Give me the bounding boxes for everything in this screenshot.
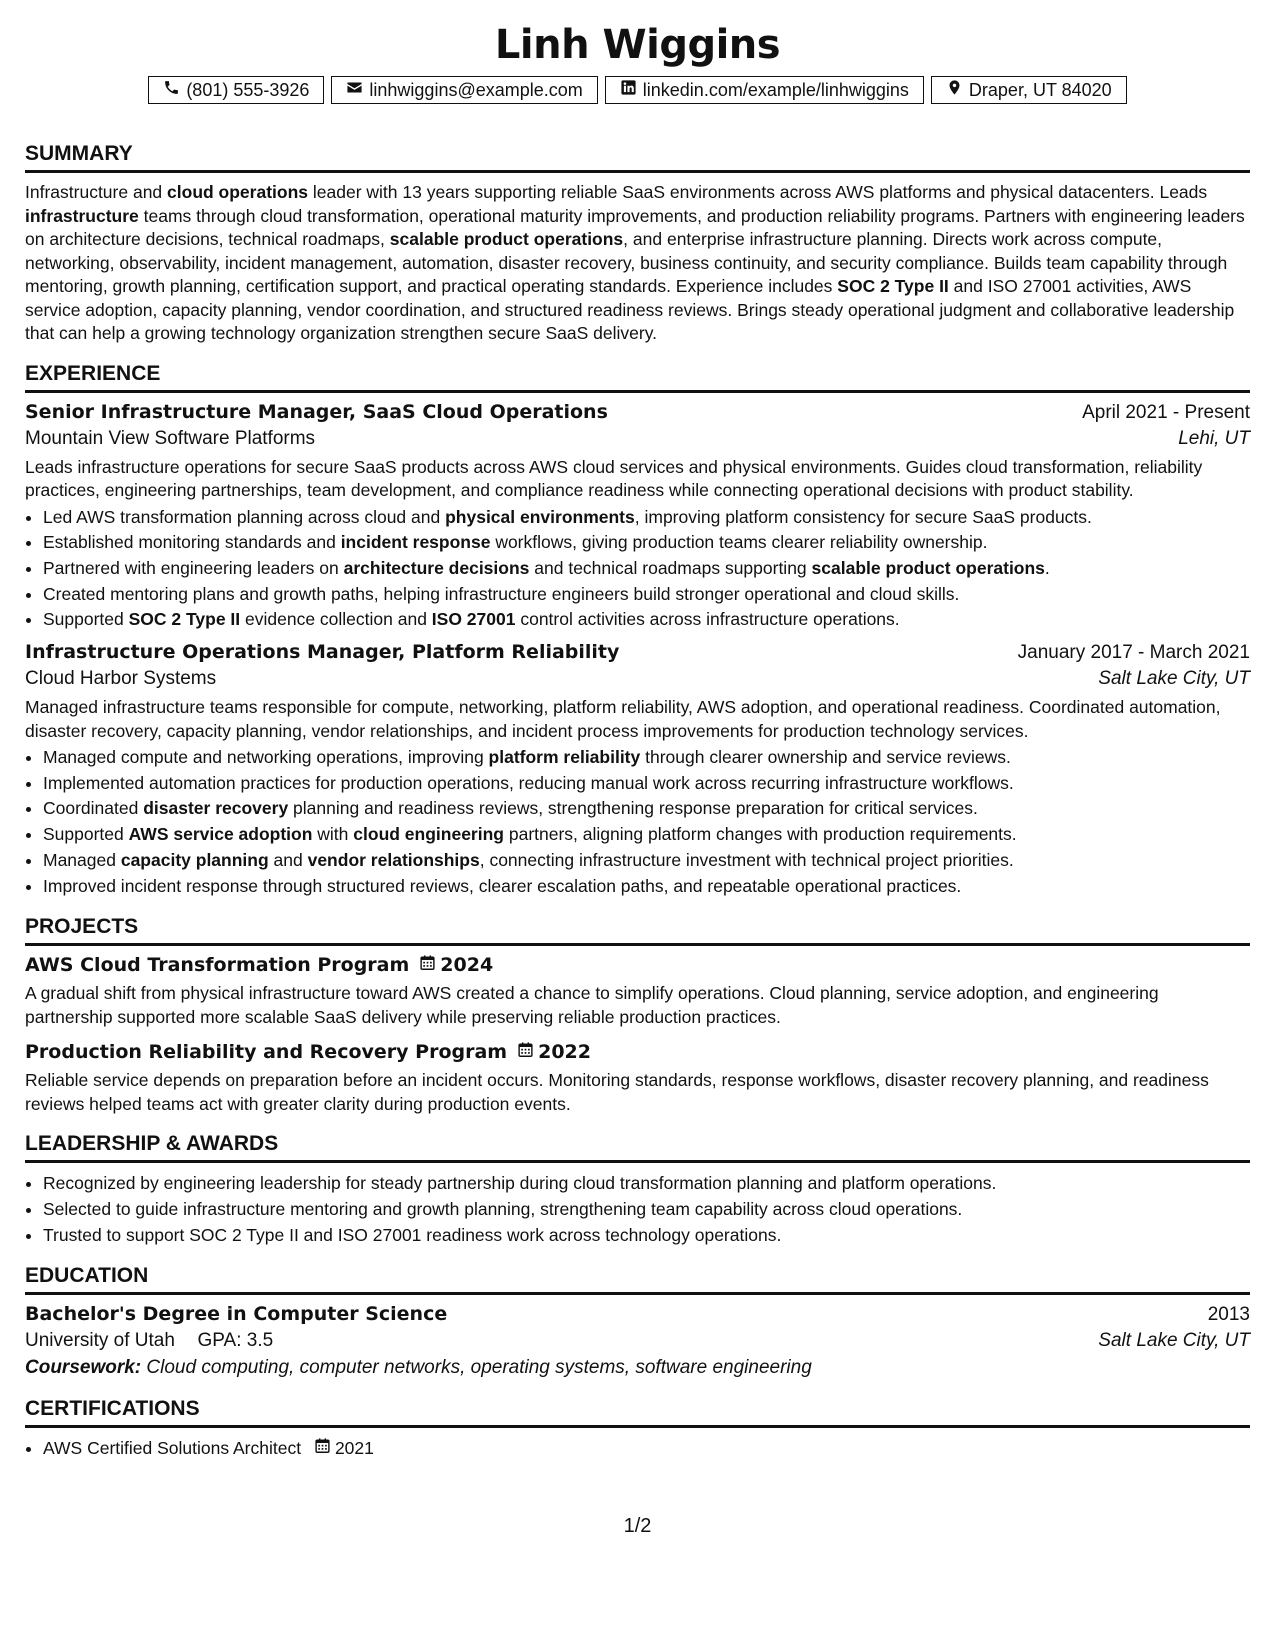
job-description: Managed infrastructure teams responsible for compute, networking, platform reliability, AWS adoption, and operational readiness. Coordinated automation, disaster recovery, capacity planning, vendor relationships, and incident process improvements for production technology services. [25,697,1221,741]
project-description: A gradual shift from physical infrastructure toward AWS created a chance to simplify operations. Cloud planning, service adoption, and engineering partnership supported more scalable SaaS delivery while preserving reliable production practices. [25,983,1159,1027]
bold-text: ISO 27001 [431,609,516,630]
bullet-item [43,505,1250,531]
degree: Bachelor's Degree in Computer Science [25,1303,448,1326]
section-heading: CERTIFICATIONS [25,1397,200,1421]
summary-text [25,181,1250,346]
text-run: Partnered with engineering leaders on [43,557,344,578]
bullet-item [43,607,1250,633]
bold-text: vendor relationships [307,849,480,870]
job-dates: April 2021 - Present [1082,401,1250,423]
bold-text: SOC 2 Type II [128,609,241,630]
bullet-item [43,848,1250,874]
school-location: Salt Lake City, UT [1098,1330,1250,1352]
text-run: evidence collection and [240,609,432,630]
bullet-item [43,796,1250,822]
section-divider [25,1292,1250,1295]
contact-bar [25,76,1250,104]
section-divider [25,170,1250,173]
text-run: Improved incident response through structured reviews, clearer escalation paths, and repeatable operational practices. [43,875,962,896]
projects-section [25,915,1250,1116]
text-run: control activities across infrastructure operations. [515,609,900,630]
project-entry [25,1041,1250,1116]
bullet-item [43,556,1250,582]
bold-text: platform reliability [488,747,641,768]
section-heading: SUMMARY [25,142,133,165]
text-run: teams through cloud transformation, operational maturity improvements, and production reliability programs. Partners with engineering leaders on architecture decisions, technical roadmaps, [25,205,1245,249]
email-chip[interactable] [331,76,597,104]
bold-text: cloud engineering [353,824,504,845]
bullet-item [43,822,1250,848]
job-location: Salt Lake City, UT [1098,668,1250,690]
text-run: partners, aligning platform changes with production requirements. [504,824,1017,845]
text-run: . [1044,557,1050,578]
bold-text: disaster recovery [143,798,289,819]
bold-text: infrastructure [25,205,139,226]
bold-text: SOC 2 Type II [837,276,949,296]
experience-section [25,362,1250,900]
bold-text: scalable product operations [389,229,624,249]
job-description: Leads infrastructure operations for secure SaaS products across AWS cloud services and physical environments. Guides cloud transformation, reliability practices, engineering partnerships, team development, and compliance readiness while connecting operational decisions with product stability. [25,456,1203,500]
project-year: 2024 [440,954,494,977]
text-run: Led AWS transformation planning across cloud and [43,506,446,527]
section-divider [25,1160,1250,1163]
text-run: and ISO 27001 activities, AWS service adoption, capacity planning, vendor coordination, and structured readiness reviews. Brings steady operational judgment and collaborative leadership that can help a growing technology organization strengthen secure SaaS delivery. [25,276,1235,343]
bullet-item [43,530,1250,556]
company-name: Cloud Harbor Systems [25,668,217,690]
certification-name: AWS Certified Solutions Architect [43,1438,302,1459]
section-heading: LEADERSHIP & AWARDS [25,1132,279,1156]
bold-text: AWS service adoption [128,824,313,845]
text-run: through clearer ownership and service reviews. [640,747,1011,768]
bold-text: architecture decisions [343,557,530,578]
project-name: AWS Cloud Transformation Program [25,954,410,977]
job-title: Senior Infrastructure Manager, SaaS Cloud Operations [25,400,608,423]
text-run: with [312,824,354,845]
text-run: Supported [43,824,129,845]
project-entry [25,954,1250,1029]
coursework: Cloud computing, computer networks, operating systems, software engineering [146,1357,812,1379]
job-title: Infrastructure Operations Manager, Platform Reliability [25,641,620,664]
bullet-item [43,582,1250,608]
candidate-name: Linh Wiggins [494,22,781,68]
job-bullets [25,745,1250,899]
location-chip [931,76,1127,104]
certification-year: 2021 [334,1438,374,1459]
project-year: 2022 [538,1041,591,1064]
bullet-item [43,745,1250,771]
company-name: Mountain View Software Platforms [25,427,316,449]
project-description: Reliable service depends on preparation before an incident occurs. Monitoring standards, response workflows, disaster recovery planning, and readiness reviews helped teams act with greater clarity during production events. [25,1070,1209,1114]
text-run: Managed [43,849,121,870]
bold-text: cloud operations [167,182,309,202]
calendar-icon [314,1436,331,1462]
leadership-section [25,1132,1250,1248]
text-run: Coordinated [43,798,144,819]
certifications-section [25,1397,1250,1462]
list-item: • Recognized by engineering leadership for steady partnership during cloud transformation planning and platform operations. [43,1171,1250,1197]
calendar-icon [517,1041,534,1063]
section-divider [25,943,1250,946]
envelope-icon [346,79,363,101]
text-run: Infrastructure and [25,182,168,202]
text-run: , connecting infrastructure investment with technical project priorities. [479,849,1014,870]
text-run: , improving platform consistency for secure SaaS products. [634,506,1092,527]
job-entry [25,641,1250,899]
map-pin-icon [946,79,963,101]
section-divider [25,390,1250,393]
email-text: linhwiggins@example.com [369,79,583,100]
bold-text: scalable product operations [811,557,1045,578]
text-run: , and enterprise infrastructure planning. Directs work across compute, networking, observability, incident management, automation, disaster recovery, business continuity, and security compliance. Builds team capability through mentoring, growth planning, certification support, and practical operating standards. Experience includes [25,229,1228,296]
bullet-item [43,874,1250,900]
summary-section [25,142,1250,346]
section-heading: PROJECTS [25,915,139,939]
list-item [43,1436,1250,1462]
calendar-icon [419,954,436,976]
section-heading: EXPERIENCE [25,361,161,385]
bold-text: incident response [340,532,491,553]
section-divider [25,1425,1250,1428]
phone-chip[interactable] [148,76,324,104]
page-number: 1/2 [623,1515,652,1537]
project-name: Production Reliability and Recovery Program [25,1041,508,1064]
gpa: GPA: 3.5 [197,1330,274,1352]
text-run: Supported [43,609,129,630]
section-heading: EDUCATION [25,1264,149,1288]
education-section [25,1264,1250,1379]
text-run: Implemented automation practices for production operations, reducing manual work across recurring infrastructure workflows. [43,772,1014,793]
text-run: Managed compute and networking operations, improving [43,747,489,768]
school-name: University of Utah [25,1330,175,1352]
graduation-year: 2013 [1207,1304,1250,1326]
bold-text: capacity planning [120,849,269,870]
job-dates: January 2017 - March 2021 [1017,642,1250,664]
text-run: Created mentoring plans and growth paths, helping infrastructure engineers build stronger operational and cloud skills. [43,583,960,604]
job-entry [25,401,1250,634]
phone-icon [163,79,180,101]
location-text: Draper, UT 84020 [968,79,1112,100]
text-run: leader with 13 years supporting reliable SaaS environments across AWS platforms and physical datacenters. Leads [308,182,1208,202]
job-bullets [25,505,1250,634]
bold-text: physical environments [445,506,635,527]
linkedin-text: linkedin.com/example/linhwiggins [642,79,909,100]
text-run: planning and readiness reviews, strengthening response preparation for critical services. [288,798,978,819]
job-location: Lehi, UT [1178,427,1250,449]
phone-text: (801) 555-3926 [186,79,310,100]
linkedin-icon [620,79,637,101]
bullet-item [43,771,1250,797]
linkedin-chip[interactable] [605,76,924,104]
text-run: and [268,849,308,870]
text-run: workflows, giving production teams clearer reliability ownership. [490,532,988,553]
list-item: • Trusted to support SOC 2 Type II and ISO 27001 readiness work across technology operations. [43,1223,1250,1249]
coursework-label: Coursework: [25,1357,142,1379]
text-run: Established monitoring standards and [43,532,341,553]
text-run: and technical roadmaps supporting [529,557,812,578]
list-item: • Selected to guide infrastructure mentoring and growth planning, strengthening team capability across cloud operations. [43,1197,1250,1223]
